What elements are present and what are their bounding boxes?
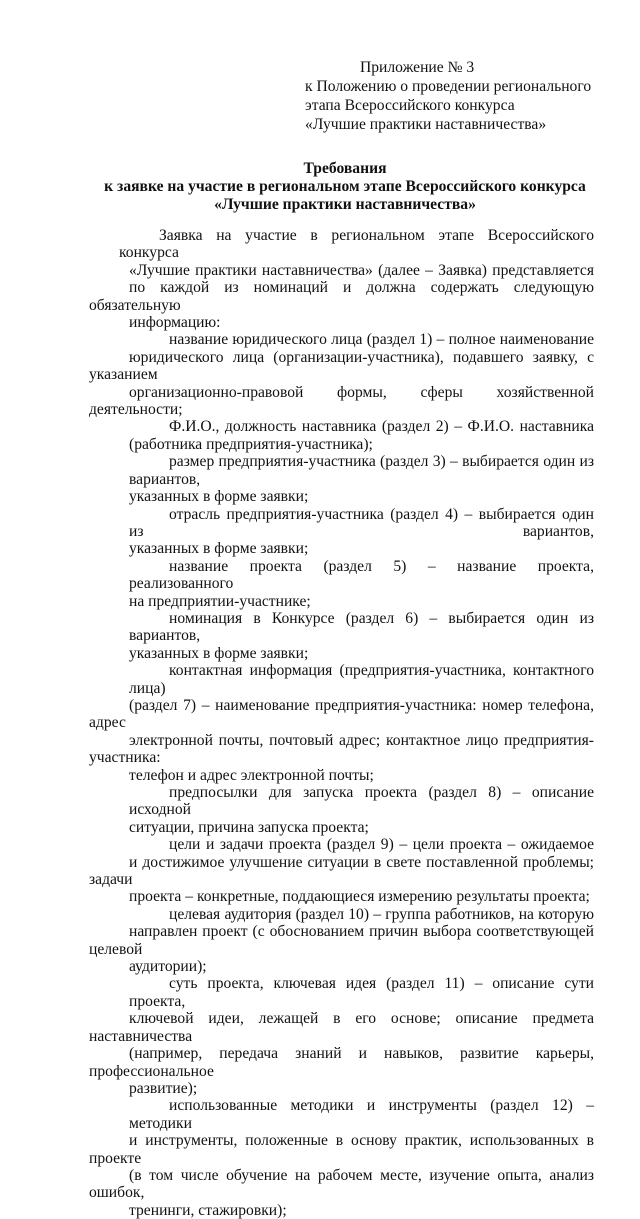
paragraph-line: отрасль предприятия-участника (раздел 4) – выбирается один из вариантов,: [129, 505, 594, 540]
paragraph-line: телефон и адрес электронной почты;: [129, 766, 374, 784]
appendix-line: «Лучшие практики наставничества»: [305, 116, 547, 133]
paragraph: [89, 558, 594, 610]
paragraph-line: целевая аудитория (раздел 10) – группа работников, на которую: [169, 905, 594, 923]
document-body: [89, 227, 594, 1219]
paragraph: [89, 506, 594, 558]
paragraph-line: Ф.И.О., должность наставника (раздел 2) – Ф.И.О. наставника: [169, 418, 594, 436]
appendix-block: [305, 58, 625, 134]
heading-subtitle: к заявке на участие в региональном этапе Всероссийского конкурса: [104, 178, 586, 195]
paragraph-line: номинация в Конкурсе (раздел 6) – выбирается один из вариантов,: [129, 609, 594, 645]
paragraph-line: проекта – конкретные, поддающиеся измерению результаты проекта;: [129, 888, 590, 906]
paragraph-line: цели и задачи проекта (раздел 9) – цели проекта – ожидаемое: [169, 836, 594, 854]
paragraph: [89, 227, 594, 331]
paragraph-line: электронной почты, почтовый адрес; контактное лицо предприятия-участника:: [89, 731, 594, 767]
paragraph: [89, 836, 594, 906]
paragraph-line: и достижимое улучшение ситуации в свете поставленной проблемы; задачи: [89, 853, 594, 889]
appendix-number: Приложение № 3: [360, 59, 475, 76]
paragraph-line: тренинги, стажировки);: [129, 1201, 287, 1219]
paragraph: [89, 662, 594, 784]
paragraph-line: и инструменты, положенные в основу практик, использованных в проекте: [89, 1132, 594, 1167]
paragraph-line: юридического лица (организации-участника), подавшего заявку, с указанием: [89, 348, 594, 384]
paragraph-line: развитие);: [129, 1079, 198, 1097]
paragraph-line: Заявка на участие в региональном этапе Всероссийского конкурса: [119, 227, 594, 262]
heading-subtitle: «Лучшие практики наставничества»: [214, 196, 476, 213]
paragraph-line: название проекта (раздел 5) – название проекта, реализованного: [129, 557, 594, 593]
appendix-line: этапа Всероссийского конкурса: [305, 97, 515, 114]
paragraph-line: организационно-правовой формы, сферы хозяйственной деятельности;: [89, 383, 594, 419]
paragraph-line: направлен проект (с обоснованием причин выбора соответствующей целевой: [89, 923, 594, 958]
paragraph-line: суть проекта, ключевая идея (раздел 11) – описание сути проекта,: [129, 975, 594, 1010]
appendix-line: к Положению о проведении регионального: [305, 78, 592, 95]
paragraph: [89, 1097, 594, 1219]
paragraph: [89, 610, 594, 662]
paragraph-line: использованные методики и инструменты (раздел 12) – методики: [129, 1097, 594, 1132]
paragraph-line: по каждой из номинаций и должна содержать следующую обязательную: [89, 279, 594, 314]
paragraph: [89, 975, 594, 1097]
paragraph-line: предпосылки для запуска проекта (раздел 8) – описание исходной: [129, 784, 594, 819]
paragraph-line: (раздел 7) – наименование предприятия-участника: номер телефона, адрес: [89, 696, 594, 732]
paragraph-line: (в том числе обучение на рабочем месте, изучение опыта, анализ ошибок,: [89, 1166, 594, 1202]
document-heading: [80, 160, 610, 214]
paragraph: [89, 331, 594, 418]
paragraph: [89, 418, 594, 453]
paragraph-line: на предприятии-участнике;: [129, 592, 311, 610]
paragraph: [89, 784, 594, 836]
paragraph-line: указанных в форме заявки;: [129, 644, 309, 662]
paragraph-line: указанных в форме заявки;: [129, 540, 309, 558]
paragraph-line: информацию:: [129, 314, 221, 332]
heading-title: Требования: [303, 160, 387, 177]
paragraph-line: «Лучшие практики наставничества» (далее – Заявка) представляется: [129, 261, 594, 279]
paragraph-line: (работника предприятия-участника);: [129, 435, 373, 453]
paragraph-line: контактная информация (предприятия-участника, контактного лица): [129, 662, 594, 697]
paragraph-line: (например, передача знаний и навыков, развитие карьеры, профессиональное: [89, 1045, 594, 1080]
paragraph: [89, 906, 594, 976]
paragraph-line: указанных в форме заявки;: [129, 488, 309, 506]
paragraph: [89, 453, 594, 505]
paragraph-line: размер предприятия-участника (раздел 3) – выбирается один из вариантов,: [129, 453, 594, 488]
paragraph-line: ключевой идеи, лежащей в его основе; описание предмета наставничества: [89, 1010, 594, 1045]
paragraph-line: название юридического лица (раздел 1) – полное наименование: [169, 331, 594, 349]
paragraph-line: ситуации, причина запуска проекта;: [129, 818, 369, 836]
paragraph-line: аудитории);: [129, 958, 207, 976]
